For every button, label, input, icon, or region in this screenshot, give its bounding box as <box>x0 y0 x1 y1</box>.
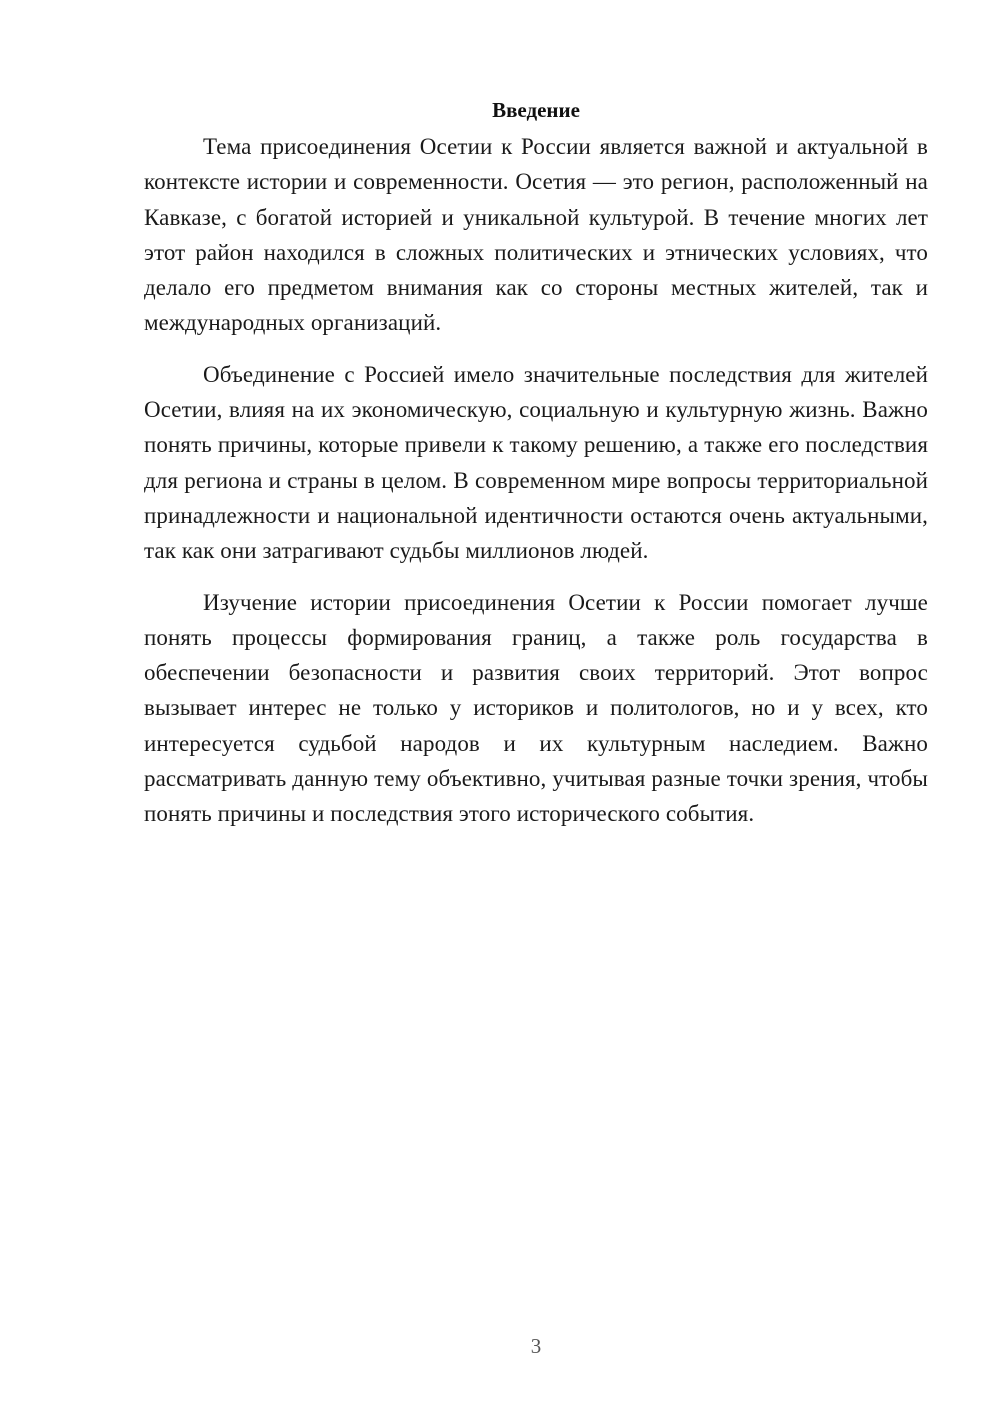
paragraph-1: Тема присоединения Осетии к России является важной и актуальной в контексте истории и современности. Осетия — это регион, расположенный на Кавказе, с богатой историей и уникальной культурой. В течение многих лет этот район находился в сложных политических и этнических условиях, что делало его предметом внимания как со стороны местных жителей, так и международных организаций. <box>144 134 928 336</box>
page-content <box>144 95 928 848</box>
page-number: 3 <box>530 1334 542 1358</box>
section-title: Введение <box>492 98 580 122</box>
paragraph-3: Изучение истории присоединения Осетии к России помогает лучше понять процессы формирования границ, а также роль государства в обеспечении безопасности и развития своих территорий. Этот вопрос вызывает интерес не только у историков и политологов, но и у всех, кто интересуется судьбой народов и их культурным наследием. Важно рассматривать данную тему объективно, учитывая разные точки зрения, чтобы понять причины и последствия этого исторического события. <box>144 589 928 827</box>
paragraph-2: Объединение с Россией имело значительные последствия для жителей Осетии, влияя на их экономическую, социальную и культурную жизнь. Важно понять причины, которые привели к такому решению, а также его последствия для региона и страны в целом. В современном мире вопросы территориальной принадлежности и национальной идентичности остаются очень актуальными, так как они затрагивают судьбы миллионов людей. <box>144 361 928 564</box>
